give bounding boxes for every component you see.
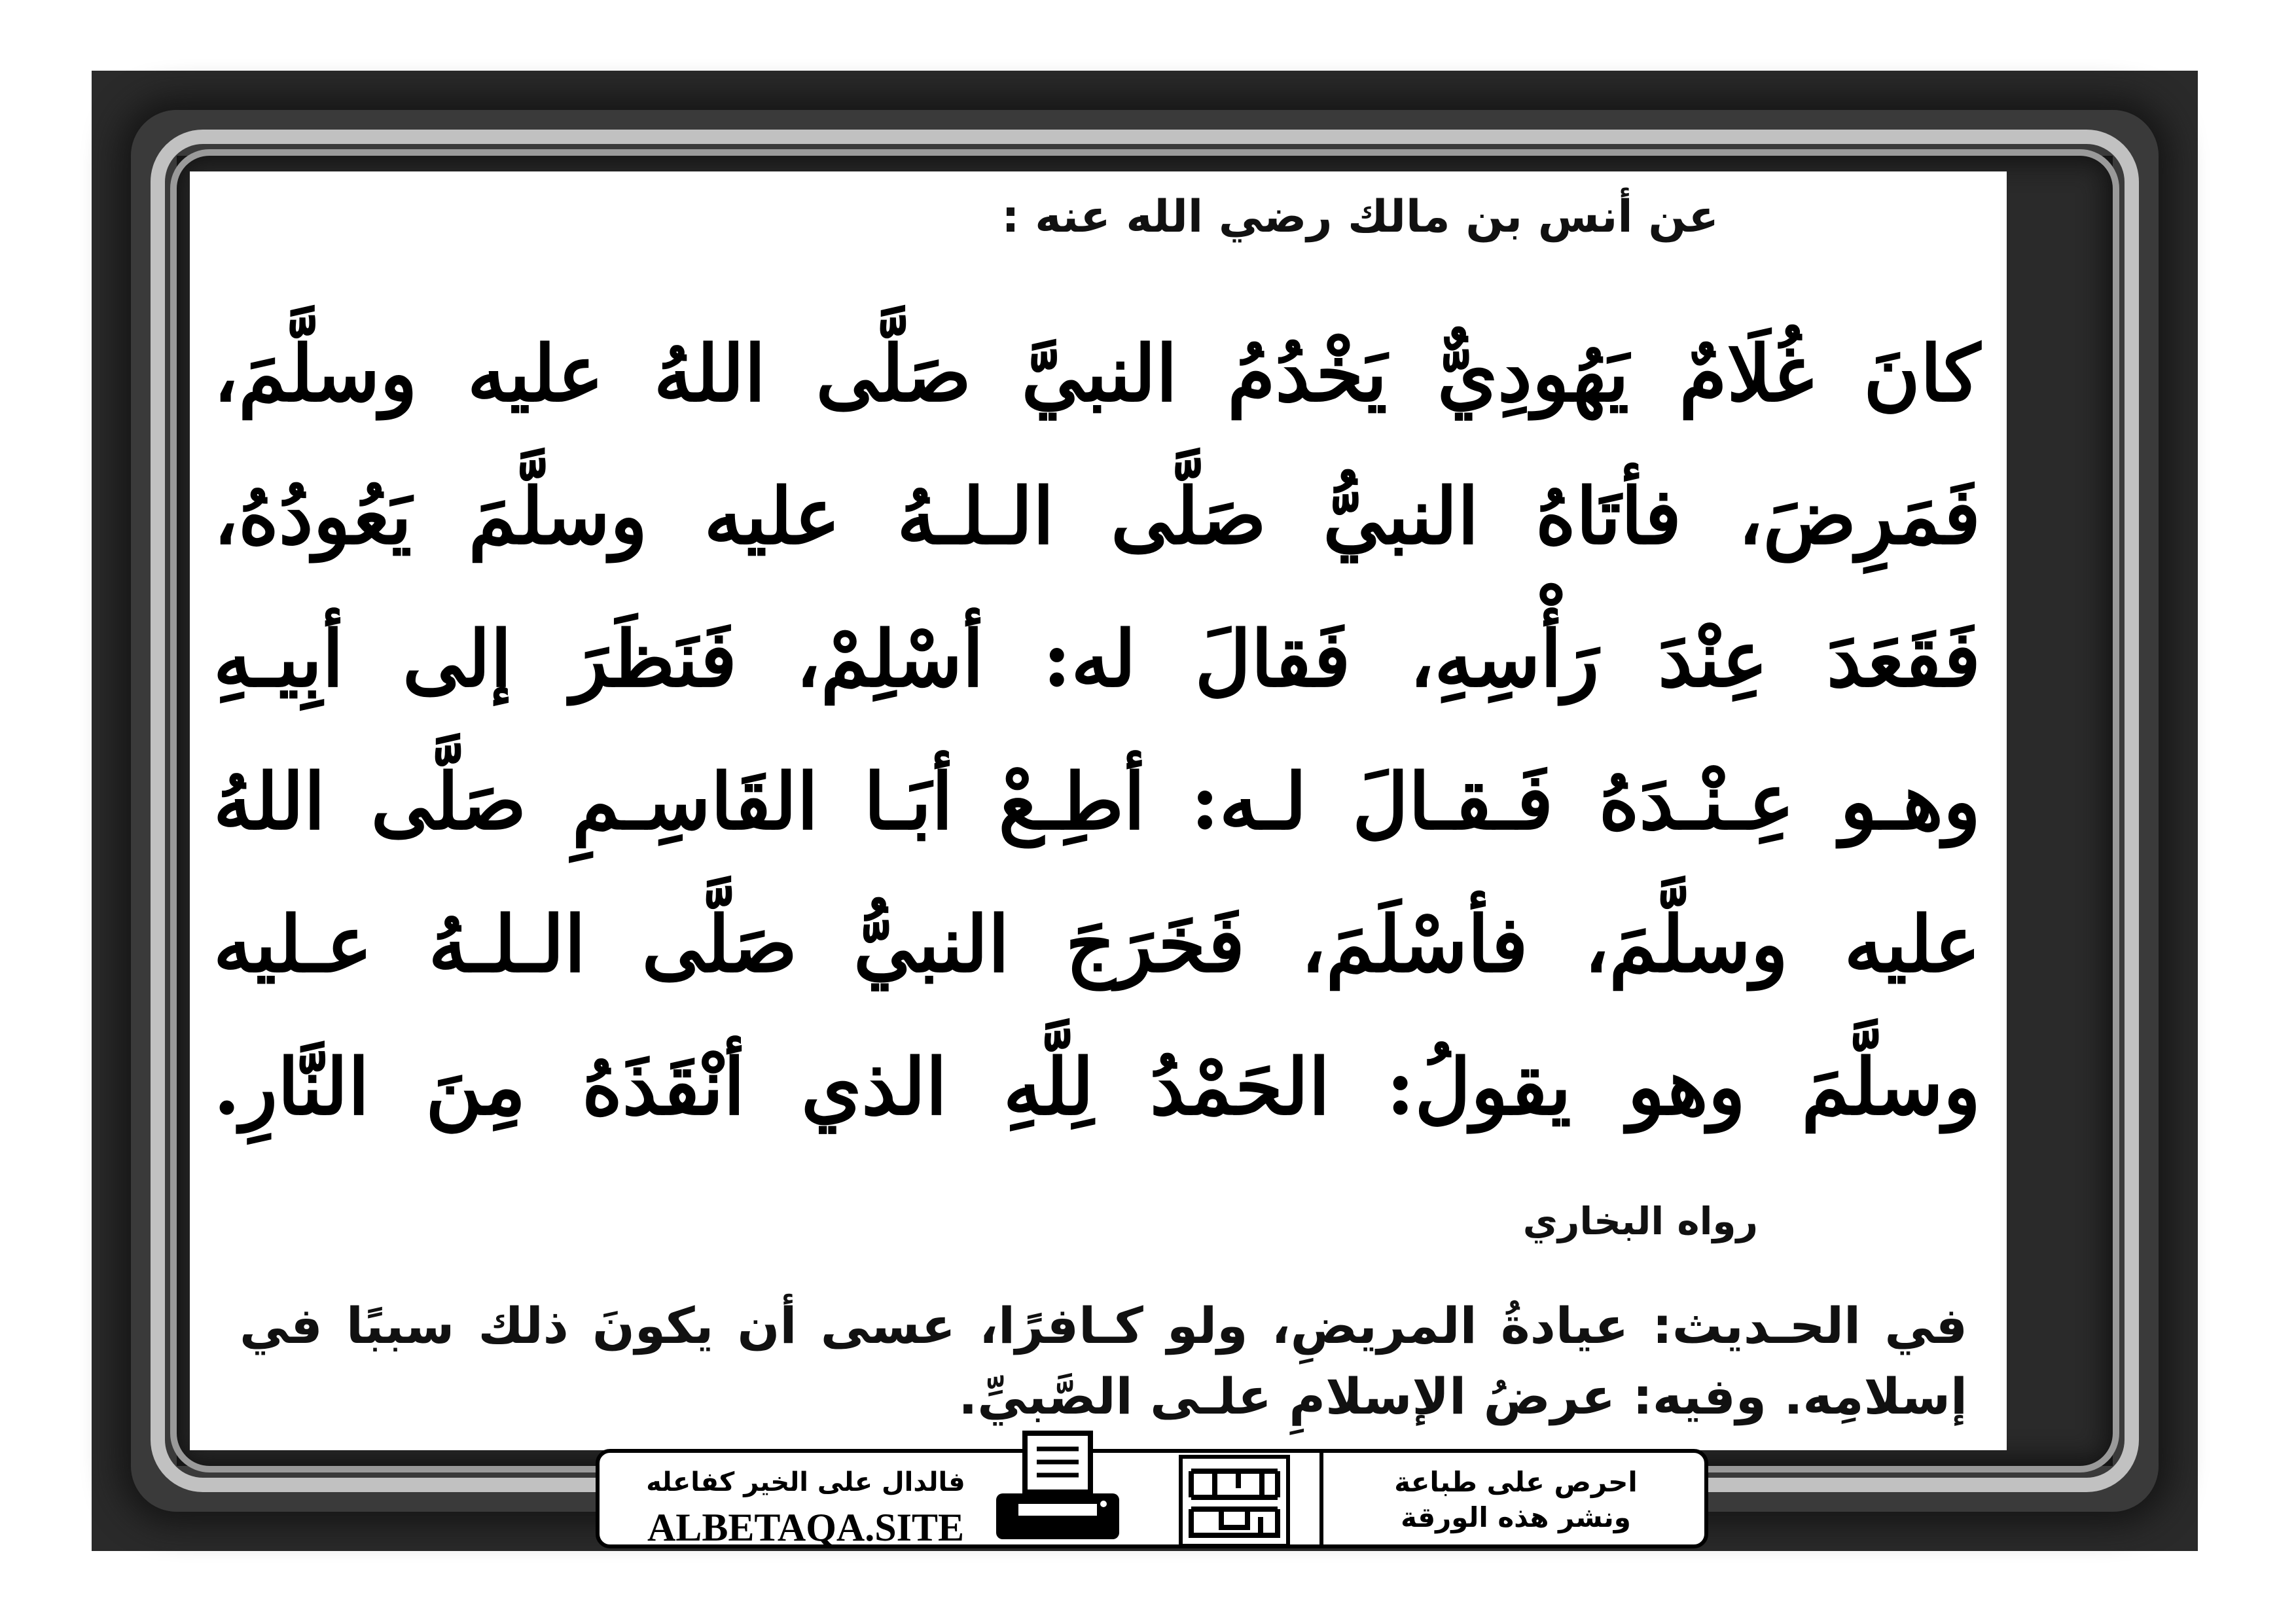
hadith-line: فَقَعَدَ عِنْدَ رَأْسِهِ، فَقالَ له: أسْلِمْ، فَنَظَرَ إلى أبِيـهِ xyxy=(213,613,1981,704)
footer-tagline: فالدال على الخير كفاعله xyxy=(646,1467,965,1497)
hadith-text xyxy=(213,302,1981,1158)
hadith-line: كانَ غُلَامٌ يَهُودِيٌّ يَخْدُمُ النبيَّ صَلَّى اللهُ عليه وسلَّمَ، xyxy=(213,328,1981,419)
hadith-line: وهـو عِـنْـدَهُ فَـقـالَ لـه: أطِـعْ أبَـا القَاسِـمِ صَلَّى اللهُ xyxy=(213,756,1981,847)
call-line: احرص على طباعة xyxy=(1394,1466,1638,1498)
content-panel xyxy=(190,171,2007,1450)
note-line: في الحـديث: عيادةُ المريضِ، ولو كـافرًا، عسى أن يكونَ ذلك سببًا في xyxy=(240,1296,1967,1355)
hadith-benefit-note xyxy=(240,1291,1967,1432)
hadith-line: وسلَّمَ وهو يقولُ: الحَمْدُ لِلَّهِ الذي أنْقَذَهُ مِنَ النَّارِ. xyxy=(213,1041,1981,1132)
dawat-alwaraqa-logo xyxy=(1175,1452,1293,1551)
footer-divider xyxy=(1319,1449,1323,1548)
call-line: ونشر هذه الورقة xyxy=(1401,1501,1631,1533)
hadith-source: رواه البخاري xyxy=(1522,1199,1758,1243)
site-url[interactable]: ALBETAQA.SITE xyxy=(647,1506,965,1549)
site-block xyxy=(600,1453,1012,1549)
narrator-intro: عن أنس بن مالك رضي الله عنه : xyxy=(1001,191,1719,243)
note-line: إسلامِه. وفيه: عرضُ الإسلامِ علـى الصَّبيِّ. xyxy=(958,1367,1967,1425)
footer-banner xyxy=(596,1449,1708,1548)
hadith-line: عليه وسلَّمَ، فأسْلَمَ، فَخَرَجَ النبيُّ صَلَّى الـلـهُ عـليه xyxy=(213,899,1981,990)
hadith-line: فَمَرِضَ، فأتَاهُ النبيُّ صَلَّى الـلـهُ عليه وسلَّمَ يَعُودُهُ، xyxy=(213,471,1981,562)
printer-icon xyxy=(992,1431,1123,1548)
footer-call-to-action xyxy=(1333,1453,1699,1544)
